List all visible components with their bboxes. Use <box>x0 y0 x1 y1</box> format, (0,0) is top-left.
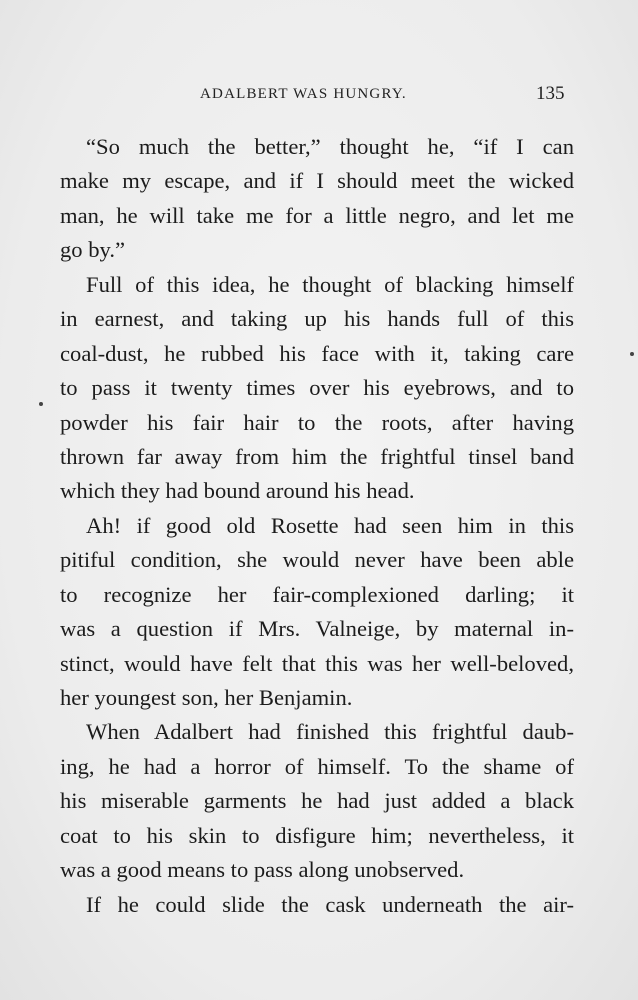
text-line: thrown far away from him the frightful tinsel band <box>60 443 574 469</box>
text-line: pitiful condition, she would never have been able <box>60 547 574 573</box>
text-line: was a good means to pass along unobserved. <box>60 857 465 883</box>
text-line: “So much the better,” thought he, “if I can <box>86 134 574 159</box>
text-line: make my escape, and if I should meet the wicked <box>60 168 574 194</box>
text-line: powder his fair hair to the roots, after having <box>60 409 574 435</box>
text-line: to recognize her fair-complexioned darling; it <box>60 581 574 607</box>
text-line: coal-dust, he rubbed his face with it, taking care <box>60 340 574 366</box>
text-line: go by.” <box>60 237 126 263</box>
text-line: stinct, would have felt that this was her well-beloved, <box>60 650 574 676</box>
text-line: Ah! if good old Rosette had seen him in this <box>86 512 574 538</box>
text-line: ing, he had a horror of himself. To the shame of <box>60 753 574 779</box>
page-number: 135 <box>536 83 565 104</box>
text-line: coat to his skin to disfigure him; nevertheless, it <box>60 822 574 848</box>
text-line: in earnest, and taking up his hands full of this <box>60 306 574 332</box>
text-line: man, he will take me for a little negro, and let me <box>60 202 574 228</box>
text-line: was a question if Mrs. Valneige, by maternal in- <box>60 616 574 642</box>
text-line: to pass it twenty times over his eyebrows, and to <box>60 375 574 401</box>
text-line: which they had bound around his head. <box>60 478 415 504</box>
text-line: When Adalbert had finished this frightful daub- <box>86 719 574 745</box>
text-line: her youngest son, her Benjamin. <box>60 685 353 710</box>
text-line: Full of this idea, he thought of blacking himself <box>86 271 574 297</box>
running-title: ADALBERT WAS HUNGRY. <box>200 86 407 102</box>
paper-speck <box>630 352 634 356</box>
running-head <box>0 83 638 110</box>
body-text <box>60 130 574 922</box>
text-line: If he could slide the cask underneath the air- <box>86 891 574 917</box>
text-line: his miserable garments he had just added a black <box>60 788 574 814</box>
paper-speck <box>39 402 43 406</box>
